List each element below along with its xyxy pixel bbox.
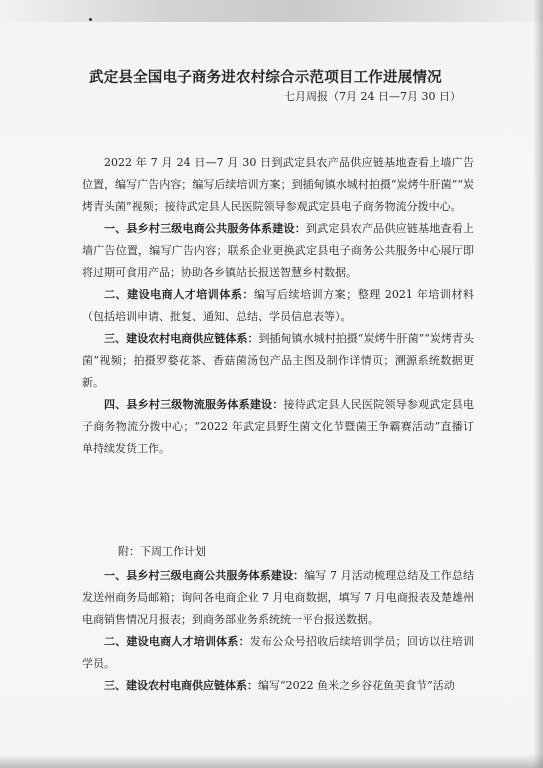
next-week-item-3-heading: 三、建设农村电商供应链体系： — [104, 679, 258, 692]
section-1 — [82, 218, 474, 284]
next-week-item-1 — [82, 565, 474, 631]
next-week-item-2 — [82, 631, 474, 675]
section-1-body: 到武定县农产品供应链基地查看上墙广告位置，编写广告内容；联系企业更换武定县电子商务公共服务中心展厅即将过期可食用产品；协助各乡镇站长报送智慧乡村数据。 — [82, 222, 474, 279]
next-week-item-1-heading: 一、县乡村三级电商公共服务体系建设： — [104, 569, 305, 582]
section-3 — [82, 328, 474, 394]
next-week-item-2-body: 发布公众号招收后续培训学员；回访以往培训学员。 — [82, 635, 474, 670]
scan-shadow-top — [0, 0, 543, 22]
section-4 — [82, 394, 474, 460]
scan-shadow-bottom — [0, 754, 543, 768]
section-3-heading: 三、建设农村电商供应链体系： — [104, 332, 259, 345]
next-week-item-3-body: 编写“2022 鱼米之乡谷花鱼美食节”活动 — [258, 679, 455, 692]
section-1-heading: 一、县乡村三级电商公共服务体系建设： — [104, 222, 306, 235]
section-2 — [82, 284, 474, 328]
intro-paragraph: 2022 年 7 月 24 日—7 月 30 日到武定县农产品供应链基地查看上墙广告位置，编写广告内容；编写后续培训方案；到插甸镇水城村拍摄“炭烤牛肝菌”“炭烤青头菌”视频；接待武定县人民医院领导参观武定县电子商务物流分拨中心。 — [82, 156, 474, 213]
next-week-item-2-heading: 二、建设电商人才培训体系： — [104, 635, 250, 648]
next-week-item-1-body: 编写 7 月活动梳理总结及工作总结发送州商务局邮箱；询问各电商企业 7 月电商数据，填写 7 月电商报表及楚雄州电商销售情况月报表；到商务部业务系统统一平台报送数据。 — [82, 569, 474, 626]
next-week-heading: 附：下周工作计划 — [118, 545, 206, 558]
document-subtitle: 七月周报（7月 24 日—7月 30 日） — [284, 90, 461, 103]
next-week-item-3 — [82, 675, 474, 697]
document-title: 武定县全国电子商务进农村综合示范项目工作进展情况 — [89, 69, 442, 86]
section-2-heading: 二、建设电商人才培训体系： — [104, 288, 254, 301]
section-4-heading: 四、县乡村三级物流服务体系建设： — [104, 398, 284, 411]
scan-speck — [89, 18, 92, 21]
section-3-body: 到插甸镇水城村拍摄“炭烤牛肝菌”“炭烤青头菌”视频；拍摄罗婺花茶、香菇菌汤包产品主图及制作详情页；溯源系统数据更新。 — [82, 332, 475, 389]
section-4-body: 接待武定县人民医院领导参观武定县电子商务物流分拨中心；“2022 年武定县野生菌文化节暨菌王争霸赛活动”直播订单持续发货工作。 — [82, 398, 474, 455]
scan-shadow-right — [533, 0, 543, 768]
section-2-body: 编写后续培训方案；整理 2021 年培训材料（包括培训申请、批复、通知、总结、学员信息表等）。 — [82, 288, 474, 323]
